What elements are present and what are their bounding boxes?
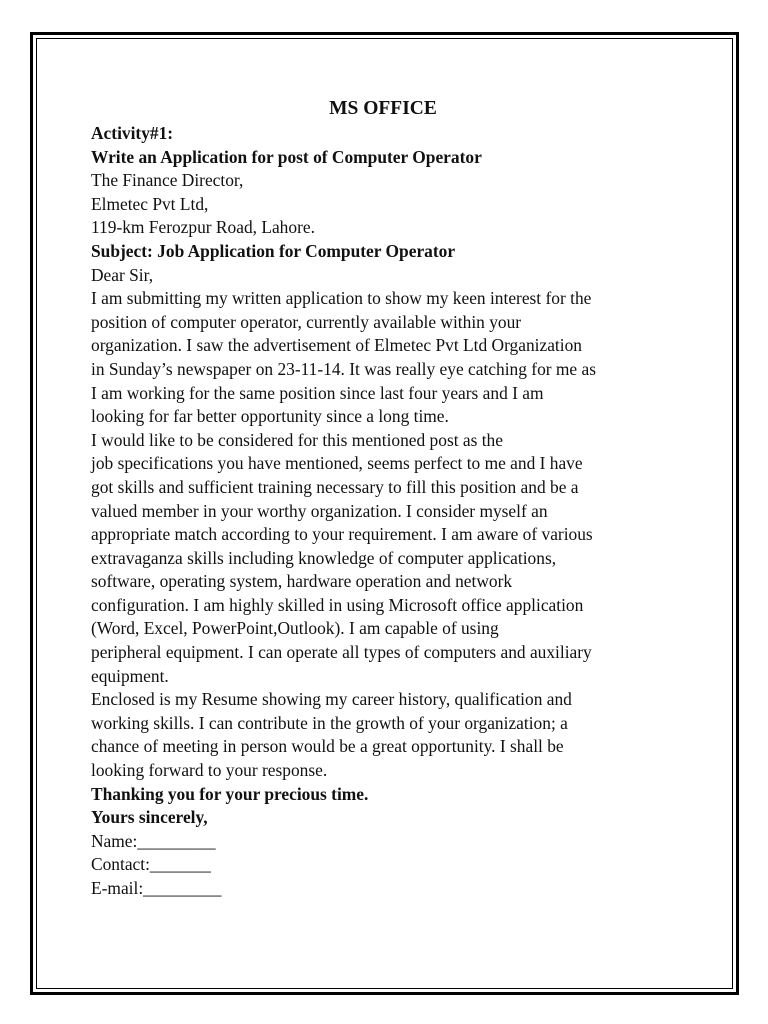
paragraph-line: position of computer operator, currently available within your [91,311,522,332]
paragraph-line: I am working for the same position since last four years and I am [91,382,544,403]
paragraph-line: I would like to be considered for this mentioned post as the [91,429,503,450]
paragraph-line: job specifications you have mentioned, seems perfect to me and I have [91,453,583,474]
signature-fields [91,830,691,901]
paragraph-line: chance of meeting in person would be a great opportunity. I shall be [91,736,564,757]
closing-line: Yours sincerely, [91,807,208,828]
recipient-line: 119-km Ferozpur Road, Lahore. [91,217,315,238]
paragraph-line: extravaganza skills including knowledge of computer applications, [91,547,557,568]
paragraph-line: software, operating system, hardware operation and network [91,571,513,592]
activity-label: Activity#1: [91,123,174,143]
recipient-address [91,169,691,240]
salutation: Dear Sir, [91,264,154,285]
paragraph-line: in Sunday’s newspaper on 23-11-14. It was really eye catching for me as [91,358,596,379]
paragraph-line: peripheral equipment. I can operate all types of computers and auxiliary [91,642,592,663]
document-title: MS OFFICE [329,98,437,119]
body-paragraph-1 [91,287,691,429]
body-paragraph-3 [91,688,691,782]
task-heading: Write an Application for post of Computer Operator [91,146,482,167]
paragraph-line: got skills and sufficient training necessary to fill this position and be a [91,476,579,497]
recipient-line: The Finance Director, [91,170,244,191]
document-body [91,95,691,901]
paragraph-line: (Word, Excel, PowerPoint,Outlook). I am capable of using [91,618,499,639]
paragraph-line: valued member in your worthy organization. I consider myself an [91,500,548,521]
paragraph-line: working skills. I can contribute in the growth of your organization; a [91,712,568,733]
recipient-line: Elmetec Pvt Ltd, [91,193,209,214]
paragraph-line: I am submitting my written application to show my keen interest for the [91,288,592,309]
contact-field: Contact:_______ [91,854,211,875]
subject-line: Subject: Job Application for Computer Operator [91,240,456,261]
email-field: E-mail:_________ [91,878,222,898]
paragraph-line: configuration. I am highly skilled in using Microsoft office application [91,594,584,615]
paragraph-line: looking forward to your response. [91,760,328,781]
thanks-line: Thanking you for your precious time. [91,783,369,804]
name-field: Name:_________ [91,830,216,851]
paragraph-line: looking for far better opportunity since a long time. [91,406,449,427]
paragraph-line: equipment. [91,665,169,686]
paragraph-line: appropriate match according to your requirement. I am aware of various [91,524,593,545]
body-paragraph-2 [91,429,691,689]
paragraph-line: Enclosed is my Resume showing my career history, qualification and [91,689,572,710]
paragraph-line: organization. I saw the advertisement of Elmetec Pvt Ltd Organization [91,335,582,356]
